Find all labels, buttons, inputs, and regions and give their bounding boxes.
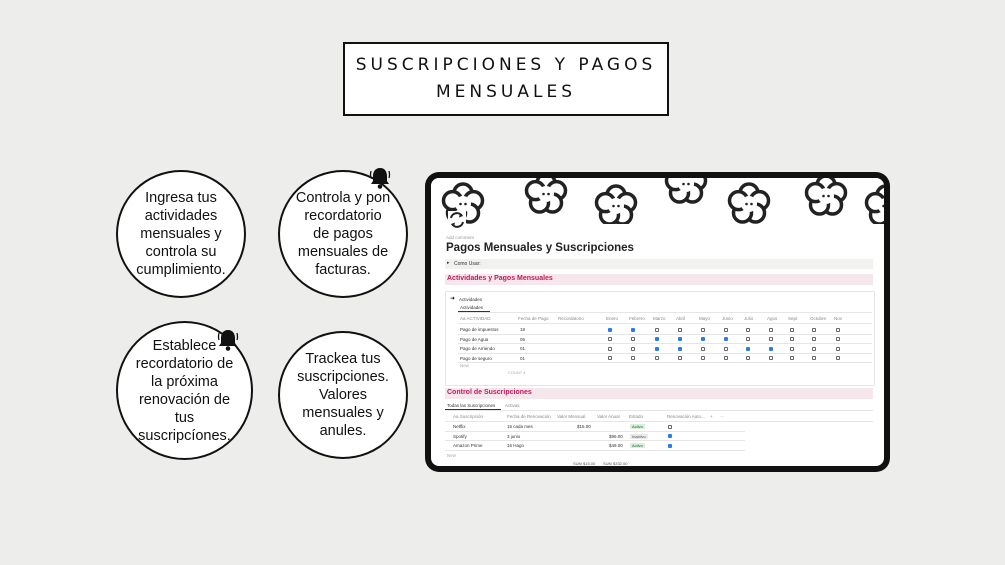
activity-column-header[interactable]: Octubre: [810, 316, 827, 321]
subscription-column-header[interactable]: Fecha de Renovación: [507, 414, 551, 419]
month-checkbox[interactable]: [769, 356, 773, 360]
month-checkbox[interactable]: [746, 328, 750, 332]
toggle-label: Como Usar:: [454, 261, 481, 267]
add-comment-button[interactable]: Add comment: [446, 235, 474, 240]
month-checkbox[interactable]: [678, 328, 682, 332]
sum-annual: SUM $332.00: [603, 461, 628, 466]
status-badge[interactable]: Inactivo: [632, 433, 646, 439]
month-checkbox[interactable]: [608, 356, 612, 360]
feature-circle-tracking: [278, 331, 408, 459]
auto-renew-checkbox[interactable]: [668, 444, 672, 448]
activity-date: 01: [520, 346, 526, 351]
page-title: Pagos Mensuales y Suscripciones: [446, 242, 634, 254]
activity-column-header[interactable]: Enero: [606, 316, 619, 321]
month-checkbox[interactable]: [655, 337, 659, 341]
feature-text: Trackea tus suscripciones. Valores mensuales y anules.: [297, 351, 389, 439]
feature-circle-activities: [116, 170, 246, 298]
section-title: Actividades y Pagos Mensuales: [447, 275, 553, 282]
month-checkbox[interactable]: [746, 347, 750, 351]
activity-date: 18: [520, 327, 526, 332]
annual-value: $49.00: [609, 443, 623, 448]
subscription-column-header[interactable]: Renovación Auto...: [667, 414, 705, 419]
activities-section-heading: [445, 274, 873, 285]
month-checkbox[interactable]: [631, 337, 635, 341]
month-checkbox[interactable]: [678, 347, 682, 351]
month-checkbox[interactable]: [724, 347, 728, 351]
month-checkbox[interactable]: [678, 356, 682, 360]
tab-todas-suscripciones[interactable]: Todas las Suscripciones: [447, 403, 496, 408]
month-checkbox[interactable]: [769, 337, 773, 341]
month-checkbox[interactable]: [812, 356, 816, 360]
month-checkbox[interactable]: [790, 328, 794, 332]
subscriptions-database: [445, 401, 873, 466]
month-checkbox[interactable]: [701, 347, 705, 351]
sync-icon: [448, 211, 466, 229]
month-checkbox[interactable]: [746, 356, 750, 360]
activity-date: 05: [520, 336, 526, 342]
subscription-column-header[interactable]: Valor Mensual: [557, 414, 586, 419]
month-checkbox[interactable]: [701, 328, 705, 332]
title-line-2: MENSUALES: [436, 82, 576, 102]
feature-text: Establece recordatorio de la próxima renovación de tus suscripcíones.: [135, 337, 234, 444]
month-checkbox[interactable]: [790, 356, 794, 360]
subscription-column-header[interactable]: Valor Anual: [597, 414, 620, 419]
month-checkbox[interactable]: [769, 328, 773, 332]
annual-value: $99.00: [609, 433, 623, 439]
monthly-value: $15.00: [577, 424, 591, 429]
month-checkbox[interactable]: [631, 328, 635, 332]
activities-link[interactable]: Actividades: [459, 297, 483, 302]
subscription-name: Amazon Prime: [453, 443, 483, 448]
month-checkbox[interactable]: [724, 337, 728, 341]
activity-date: 01: [520, 355, 526, 361]
activity-column-header[interactable]: Fecha de Pago: [518, 316, 549, 321]
month-checkbox[interactable]: [724, 356, 728, 360]
renewal-date: 15 cada mes: [507, 424, 533, 429]
month-checkbox[interactable]: [790, 337, 794, 341]
activity-column-header[interactable]: Julio: [744, 316, 754, 321]
activity-column-header[interactable]: Marzo: [653, 316, 666, 321]
toggle-como-usar[interactable]: [445, 259, 873, 269]
month-checkbox[interactable]: [836, 328, 840, 332]
activities-database: [445, 291, 875, 386]
bell-icon: [217, 328, 239, 352]
section-title: Control de Suscripciones: [447, 389, 532, 396]
activity-column-header[interactable]: Mayo: [699, 316, 711, 321]
month-checkbox[interactable]: [836, 356, 840, 360]
activity-column-header[interactable]: Junio: [722, 316, 733, 321]
month-checkbox[interactable]: [655, 328, 659, 332]
month-checkbox[interactable]: [746, 337, 750, 341]
month-checkbox[interactable]: [790, 347, 794, 351]
count-label: COUNT 4: [508, 370, 526, 375]
month-checkbox[interactable]: [701, 356, 705, 360]
activity-column-header[interactable]: Agos: [767, 316, 778, 321]
toggle-arrow-icon: ▸: [447, 260, 450, 266]
status-badge[interactable]: Activo: [632, 424, 643, 429]
month-checkbox[interactable]: [608, 328, 612, 332]
activity-name: Pago de Arriendo: [460, 346, 495, 351]
month-checkbox[interactable]: [678, 337, 682, 341]
title-box: [343, 42, 669, 116]
notion-screen: [431, 178, 884, 466]
subscription-column-header[interactable]: Estado: [629, 414, 644, 419]
title-line-1: SUSCRIPCIONES Y PAGOS: [355, 55, 657, 75]
month-checkbox[interactable]: [836, 337, 840, 341]
tablet-mockup: [425, 172, 890, 472]
activity-column-header[interactable]: Sept: [788, 316, 798, 321]
subscription-column-header[interactable]: +: [710, 414, 713, 419]
month-checkbox[interactable]: [701, 337, 705, 341]
activity-column-header[interactable]: Abril: [676, 316, 686, 321]
arrow-icon: ➜: [450, 296, 456, 302]
bell-icon: [369, 166, 391, 190]
month-checkbox[interactable]: [836, 347, 840, 351]
tab-activas[interactable]: Activas: [505, 403, 520, 408]
month-checkbox[interactable]: [812, 347, 816, 351]
renewal-date: 16 Hago: [507, 443, 525, 448]
month-checkbox[interactable]: [631, 347, 635, 351]
month-checkbox[interactable]: [724, 328, 728, 332]
flower-cover-image: [431, 178, 884, 224]
subscriptions-section-heading: [445, 388, 873, 399]
view-tab-actividades[interactable]: Actividades: [460, 305, 484, 310]
auto-renew-checkbox[interactable]: [668, 434, 672, 438]
auto-renew-checkbox[interactable]: [668, 425, 672, 429]
activity-name: Pago de impuestos: [460, 327, 499, 332]
month-checkbox[interactable]: [655, 356, 659, 360]
feature-text: Ingresa tus actividades mensuales y controla su cumplimiento.: [136, 190, 226, 278]
feature-text: Controla y pon recordatorio de pagos mensuales de facturas.: [295, 190, 391, 278]
subscription-name: Spotify: [453, 433, 467, 439]
activity-column-header[interactable]: Febrero: [629, 316, 645, 321]
month-checkbox[interactable]: [608, 337, 612, 341]
new-row-button[interactable]: New: [460, 363, 470, 368]
activity-column-header[interactable]: Recordatorio: [558, 316, 584, 321]
month-checkbox[interactable]: [631, 356, 635, 360]
activity-name: Pago de seguro: [460, 355, 492, 361]
month-checkbox[interactable]: [769, 347, 773, 351]
sum-monthly: SUM $15.00: [573, 461, 596, 466]
month-checkbox[interactable]: [655, 347, 659, 351]
month-checkbox[interactable]: [812, 337, 816, 341]
subscription-column-header[interactable]: ···: [720, 414, 725, 419]
renewal-date: 3 junio: [507, 433, 521, 439]
status-badge[interactable]: Activo: [632, 443, 643, 448]
month-checkbox[interactable]: [608, 347, 612, 351]
activity-column-header[interactable]: Aa ACTIVIDAD: [460, 316, 491, 321]
subscription-column-header[interactable]: Aa Suscripción: [453, 414, 484, 419]
activity-column-header[interactable]: Nov: [834, 316, 843, 321]
month-checkbox[interactable]: [812, 328, 816, 332]
subscription-name: Netflix: [453, 424, 466, 429]
activity-name: Pago de Agua: [460, 336, 489, 342]
new-subscription-button[interactable]: New: [447, 453, 457, 458]
